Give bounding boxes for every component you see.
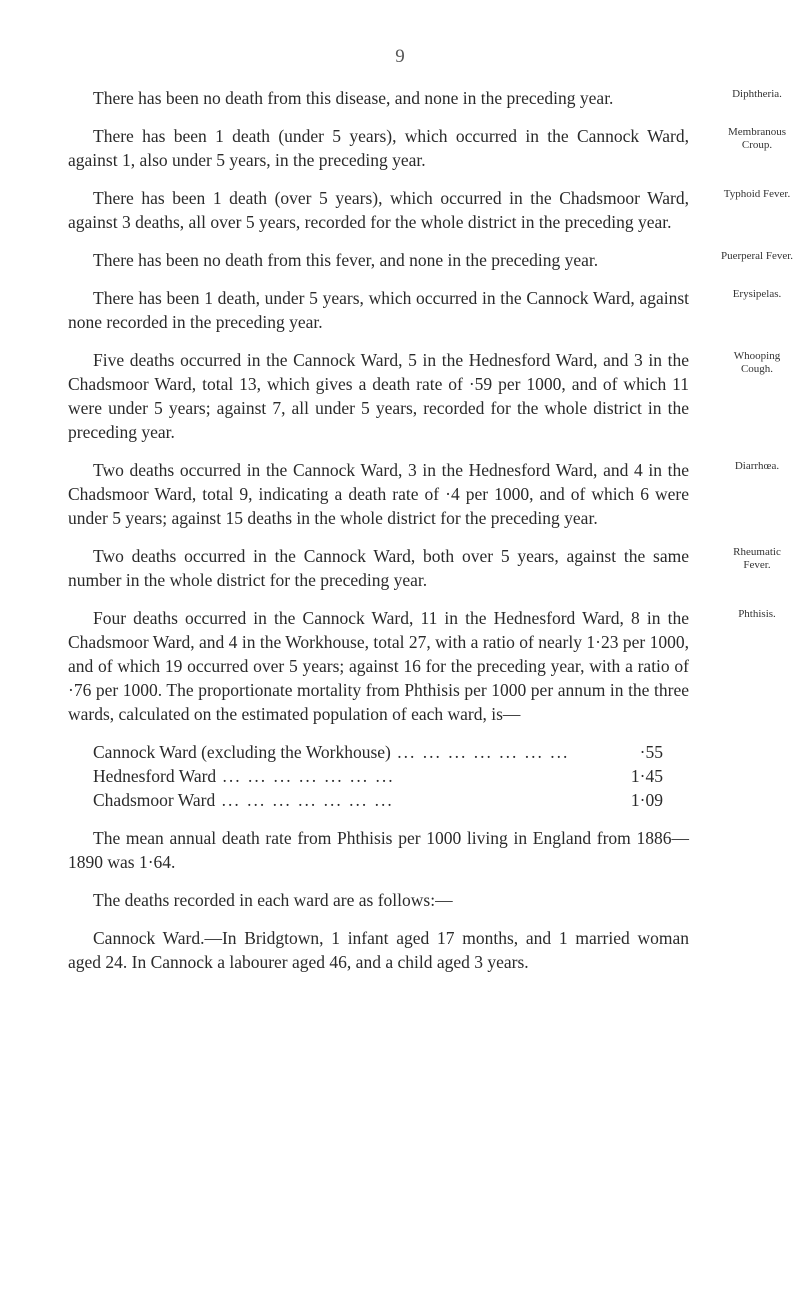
paragraph-text: Four deaths occurred in the Cannock Ward, 11 in the Hednesford Ward, 8 in the Chadsmoor Ward, and 4 in the Workhouse, total 27, with a ratio of nearly 1·23 per 1000, and of which 19 occurred over 5 years; against 16 for the preceding year, with a ratio of ·76 per 1000. The proportionate mortality from Phthisis per 1000 per annum in the three wards, calculated on the estimated population of each ward, is— (68, 608, 689, 724)
side-note-rheumatic-fever: Rheumatic Fever. (733, 546, 781, 571)
paragraph-text: Five deaths occurred in the Cannock Ward, 5 in the Hednesford Ward, and 3 in the Chadsmoor Ward, total 13, which gives a death rate of ·59 per 1000, and of which 11 were under 5 years; against 7, all under 5 years, recorded for the whole district in the preceding year. (68, 350, 689, 442)
side-note-membranous-croup: Membranous Croup. (727, 126, 787, 151)
paragraph-diarrhoea (68, 458, 780, 530)
ward-rate: 1·09 (630, 790, 663, 810)
paragraph-diphtheria (68, 86, 782, 110)
ward-name: Chadsmoor Ward ... . (93, 788, 619, 812)
ward-name: Cannock Ward (excluding the Workhouse) ... . (93, 740, 619, 764)
paragraph-rheumatic-fever (68, 544, 781, 592)
side-note-diphtheria: Diphtheria. (732, 88, 782, 100)
table-row (93, 788, 663, 812)
phthisis-ward-table (93, 740, 689, 812)
document-body (68, 86, 794, 988)
paragraph-membranous-croup (68, 124, 787, 172)
paragraph-phthisis (68, 606, 776, 726)
paragraph-cannock-ward-deaths: Cannock Ward.—In Bridgtown, 1 infant aged 17 months, and 1 married woman aged 24. In Cannock a labourer aged 46, and a child aged 3 years. (68, 928, 689, 972)
ward-rate: 1·45 (630, 766, 663, 786)
paragraph-text: There has been 1 death (under 5 years), which occurred in the Cannock Ward, against 1, also under 5 years, in the preceding year. (68, 126, 689, 170)
side-note-puerperal-fever: Puerperal Fever. (720, 250, 794, 262)
page-number: 9 (395, 46, 405, 67)
paragraph-whooping-cough (68, 348, 781, 444)
paragraph-text: There has been 1 death, under 5 years, which occurred in the Cannock Ward, against none recorded in the preceding year. (68, 288, 689, 332)
side-note-whooping-cough: Whooping Cough. (733, 350, 781, 375)
ward-name: Hednesford Ward ... . (93, 764, 619, 788)
paragraph-text: Two deaths occurred in the Cannock Ward, 3 in the Hednesford Ward, and 4 in the Chadsmoor Ward, total 9, indicating a death rate of ·4 per 1000, and of which 6 were under 5 years; against 15 deaths in the whole district for the preceding year. (68, 460, 689, 528)
paragraph-puerperal-fever (68, 248, 794, 272)
side-note-phthisis: Phthisis. (738, 608, 776, 620)
side-note-typhoid-fever: Typhoid Fever. (723, 188, 791, 200)
table-row (93, 764, 663, 788)
paragraph-deaths-by-ward-intro: The deaths recorded in each ward are as follows:— (93, 890, 453, 910)
paragraph-text: Two deaths occurred in the Cannock Ward, both over 5 years, against the same number in the whole district for the preceding year. (68, 546, 689, 590)
paragraph-erysipelas (68, 286, 782, 334)
side-note-diarrhoea: Diarrhœa. (734, 460, 780, 472)
paragraph-typhoid-fever (68, 186, 791, 234)
table-row (93, 740, 663, 764)
paragraph-text: There has been no death from this disease, and none in the preceding year. (93, 88, 614, 108)
paragraph-england-mean-rate: The mean annual death rate from Phthisis per 1000 living in England from 1886—1890 was 1·64. (68, 828, 689, 872)
paragraph-text: There has been no death from this fever, and none in the preceding year. (93, 250, 599, 270)
paragraph-text: There has been 1 death (over 5 years), which occurred in the Chadsmoor Ward, against 3 deaths, all over 5 years, recorded for the whole district in the preceding year. (68, 188, 689, 232)
ward-rate: ·55 (639, 742, 663, 762)
side-note-erysipelas: Erysipelas. (732, 288, 782, 300)
